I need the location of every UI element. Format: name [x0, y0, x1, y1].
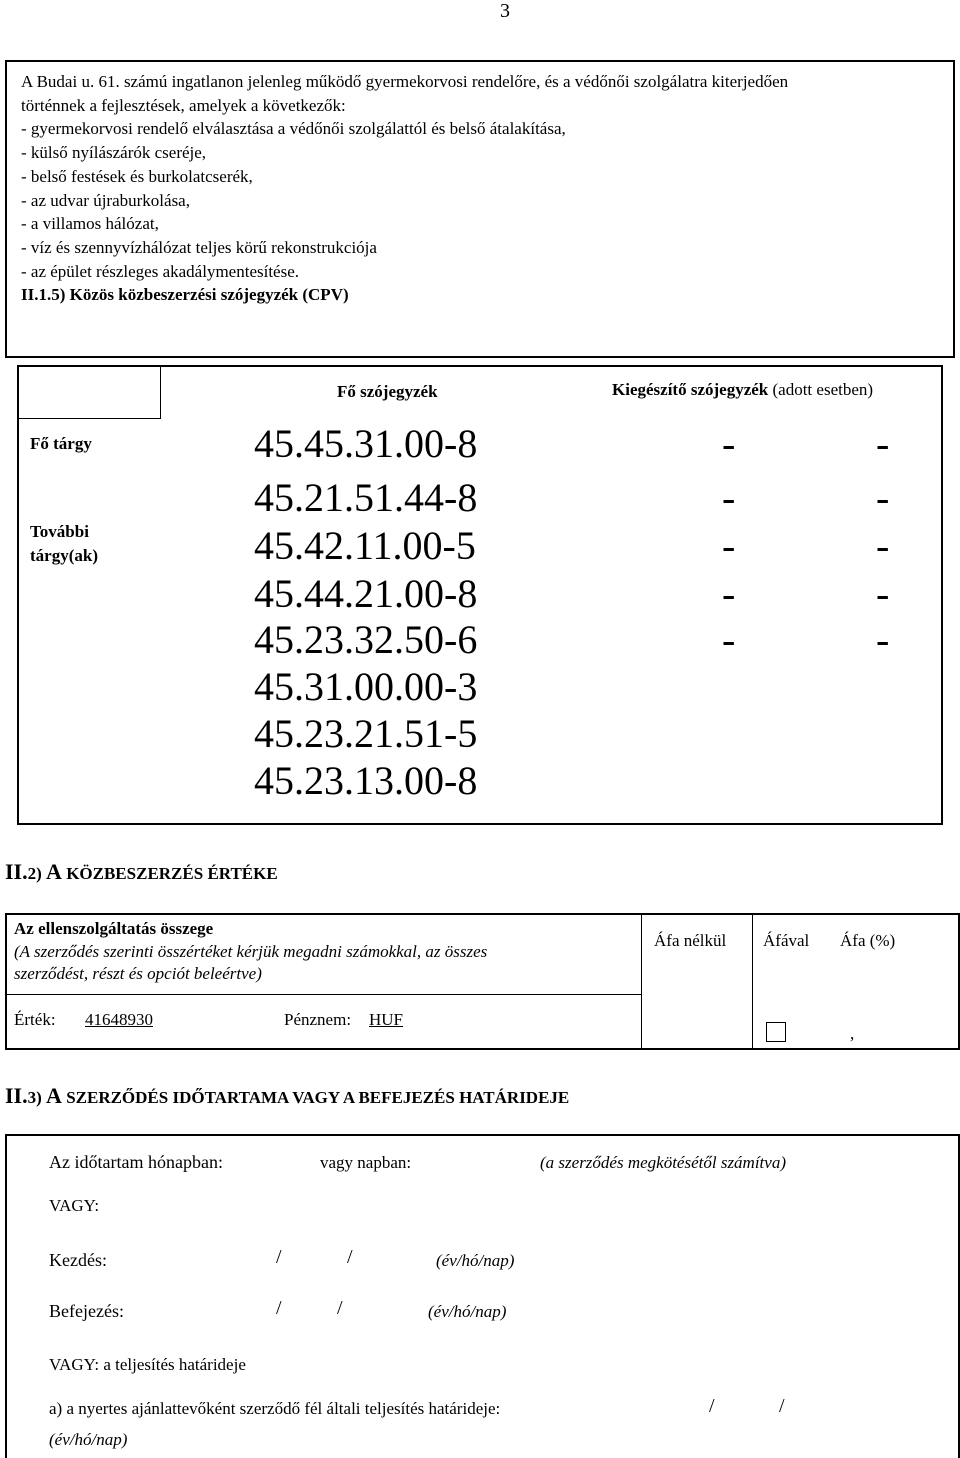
deadline-date-format: (év/hó/nap): [49, 1430, 128, 1449]
start-label: Kezdés:: [49, 1250, 107, 1270]
further-supp-dash: -: [876, 617, 890, 662]
main-supp-dash: -: [876, 421, 890, 466]
description-line: történnek a fejlesztések, amelyek a következők:: [21, 95, 346, 115]
vat-column-header: Áfa (%): [840, 931, 896, 950]
further-supp-dash: -: [722, 475, 736, 520]
further-cpv-code: 45.23.32.50-6: [254, 617, 478, 662]
description-line: - az épület részleges akadálymentesítése.: [21, 261, 300, 281]
value-box-divider: [641, 915, 642, 1048]
further-cpv-code: 45.21.51.44-8: [254, 475, 478, 520]
further-supp-dash: -: [722, 523, 736, 568]
title-prefix: II.: [5, 1083, 28, 1108]
further-cpv-code: 45.31.00.00-3: [254, 664, 478, 709]
further-subject-label: További: [30, 522, 89, 541]
further-supp-dash: -: [876, 571, 890, 616]
net-column-header: Áfa nélkül: [654, 931, 727, 950]
description-line: - belső festések és burkolatcserék,: [21, 166, 253, 186]
description-line: - víz és szennyvízhálózat teljes körű rekonstrukciója: [21, 237, 377, 257]
currency-label: Pénznem:: [284, 1010, 352, 1029]
title-rest: SZERZŐDÉS IDŐTARTAMA VAGY A BEFEJEZÉS HATÁRIDEJE: [66, 1088, 570, 1107]
cpv-main-column-header: Fő szójegyzék: [337, 382, 438, 401]
currency-value: HUF: [369, 1010, 404, 1029]
gross-column-header: Áfával: [763, 931, 810, 950]
date-format: (év/hó/nap): [436, 1251, 515, 1270]
or-label: VAGY:: [49, 1196, 100, 1215]
date-slash: /: [347, 1246, 353, 1268]
further-cpv-code: 45.23.13.00-8: [254, 758, 478, 803]
date-slash: /: [779, 1395, 785, 1417]
cpv-supplementary-note: (adott esetben): [772, 380, 874, 399]
further-cpv-code: 45.23.21.51-5: [254, 711, 478, 756]
cpv-table-divider: [160, 367, 161, 419]
description-line: A Budai u. 61. számú ingatlanon jelenleg működő gyermekorvosi rendelőre, és a védőnői szolgálatra kiterjedően: [21, 72, 789, 91]
cpv-table-divider: [19, 418, 161, 419]
further-supp-dash: -: [876, 523, 890, 568]
cpv-heading: II.1.5) Közös közbeszerzési szójegyzék (CPV): [21, 285, 349, 305]
further-supp-dash: -: [876, 475, 890, 520]
from-note: (a szerződés megkötésétől számítva): [540, 1153, 786, 1172]
duration-section-title: [5, 1083, 569, 1109]
description-box: [5, 60, 955, 358]
title-num: 3): [27, 1088, 42, 1107]
title-rest: KÖZBESZERZÉS ÉRTÉKE: [66, 864, 278, 883]
value-box-divider: [752, 915, 753, 1048]
vat-comma: ,: [850, 1024, 855, 1043]
description-line: - gyermekorvosi rendelő elválasztása a védőnői szolgálattól és belső átalakítása,: [21, 119, 566, 139]
further-supp-dash: -: [722, 571, 736, 616]
value-box-divider: [7, 994, 641, 995]
sum-note: (A szerződés szerinti összértéket kérjük megadni számokkal, az összes: [14, 942, 488, 961]
description-lines: [21, 70, 788, 307]
further-cpv-code: 45.42.11.00-5: [254, 523, 476, 568]
date-slash: /: [276, 1246, 282, 1268]
date-slash: /: [709, 1395, 715, 1417]
title-num: 2): [27, 864, 42, 883]
sum-label: Az ellenszolgáltatás összege: [14, 919, 214, 938]
date-slash: /: [337, 1297, 343, 1319]
or-deadline-label: VAGY: a teljesítés határideje: [49, 1355, 246, 1374]
value-label: Érték:: [14, 1010, 56, 1029]
date-format: (év/hó/nap): [428, 1302, 507, 1321]
cpv-supplementary-column-header: [612, 380, 873, 400]
description-line: - az udvar újraburkolása,: [21, 190, 190, 210]
further-subject-label: tárgy(ak): [30, 546, 98, 565]
cpv-supplementary-bold: Kiegészítő szójegyzék: [612, 380, 769, 399]
title-a: A: [46, 1083, 62, 1108]
page-number: 3: [500, 0, 510, 22]
days-label: vagy napban:: [320, 1153, 412, 1172]
value-section-title: [5, 859, 278, 885]
further-supp-dash: -: [722, 617, 736, 662]
value-amount: 41648930: [85, 1010, 153, 1029]
description-line: - külső nyílászárók cseréje,: [21, 143, 207, 163]
main-cpv-code: 45.45.31.00-8: [254, 421, 478, 466]
cpv-table: [17, 365, 943, 825]
sum-note: szerződést, részt és opciót beleértve): [14, 964, 262, 983]
title-a: A: [46, 859, 62, 884]
end-label: Befejezés:: [49, 1301, 124, 1321]
further-cpv-code: 45.44.21.00-8: [254, 571, 478, 616]
date-slash: /: [276, 1297, 282, 1319]
vat-checkbox[interactable]: [766, 1022, 786, 1042]
deadline-a-label: a) a nyertes ajánlattevőként szerződő fél általi teljesítés határideje:: [49, 1399, 501, 1418]
months-label: Az időtartam hónapban:: [49, 1152, 223, 1172]
main-subject-label: Fő tárgy: [30, 434, 92, 453]
main-supp-dash: -: [722, 421, 736, 466]
title-prefix: II.: [5, 859, 28, 884]
description-line: - a villamos hálózat,: [21, 214, 159, 234]
